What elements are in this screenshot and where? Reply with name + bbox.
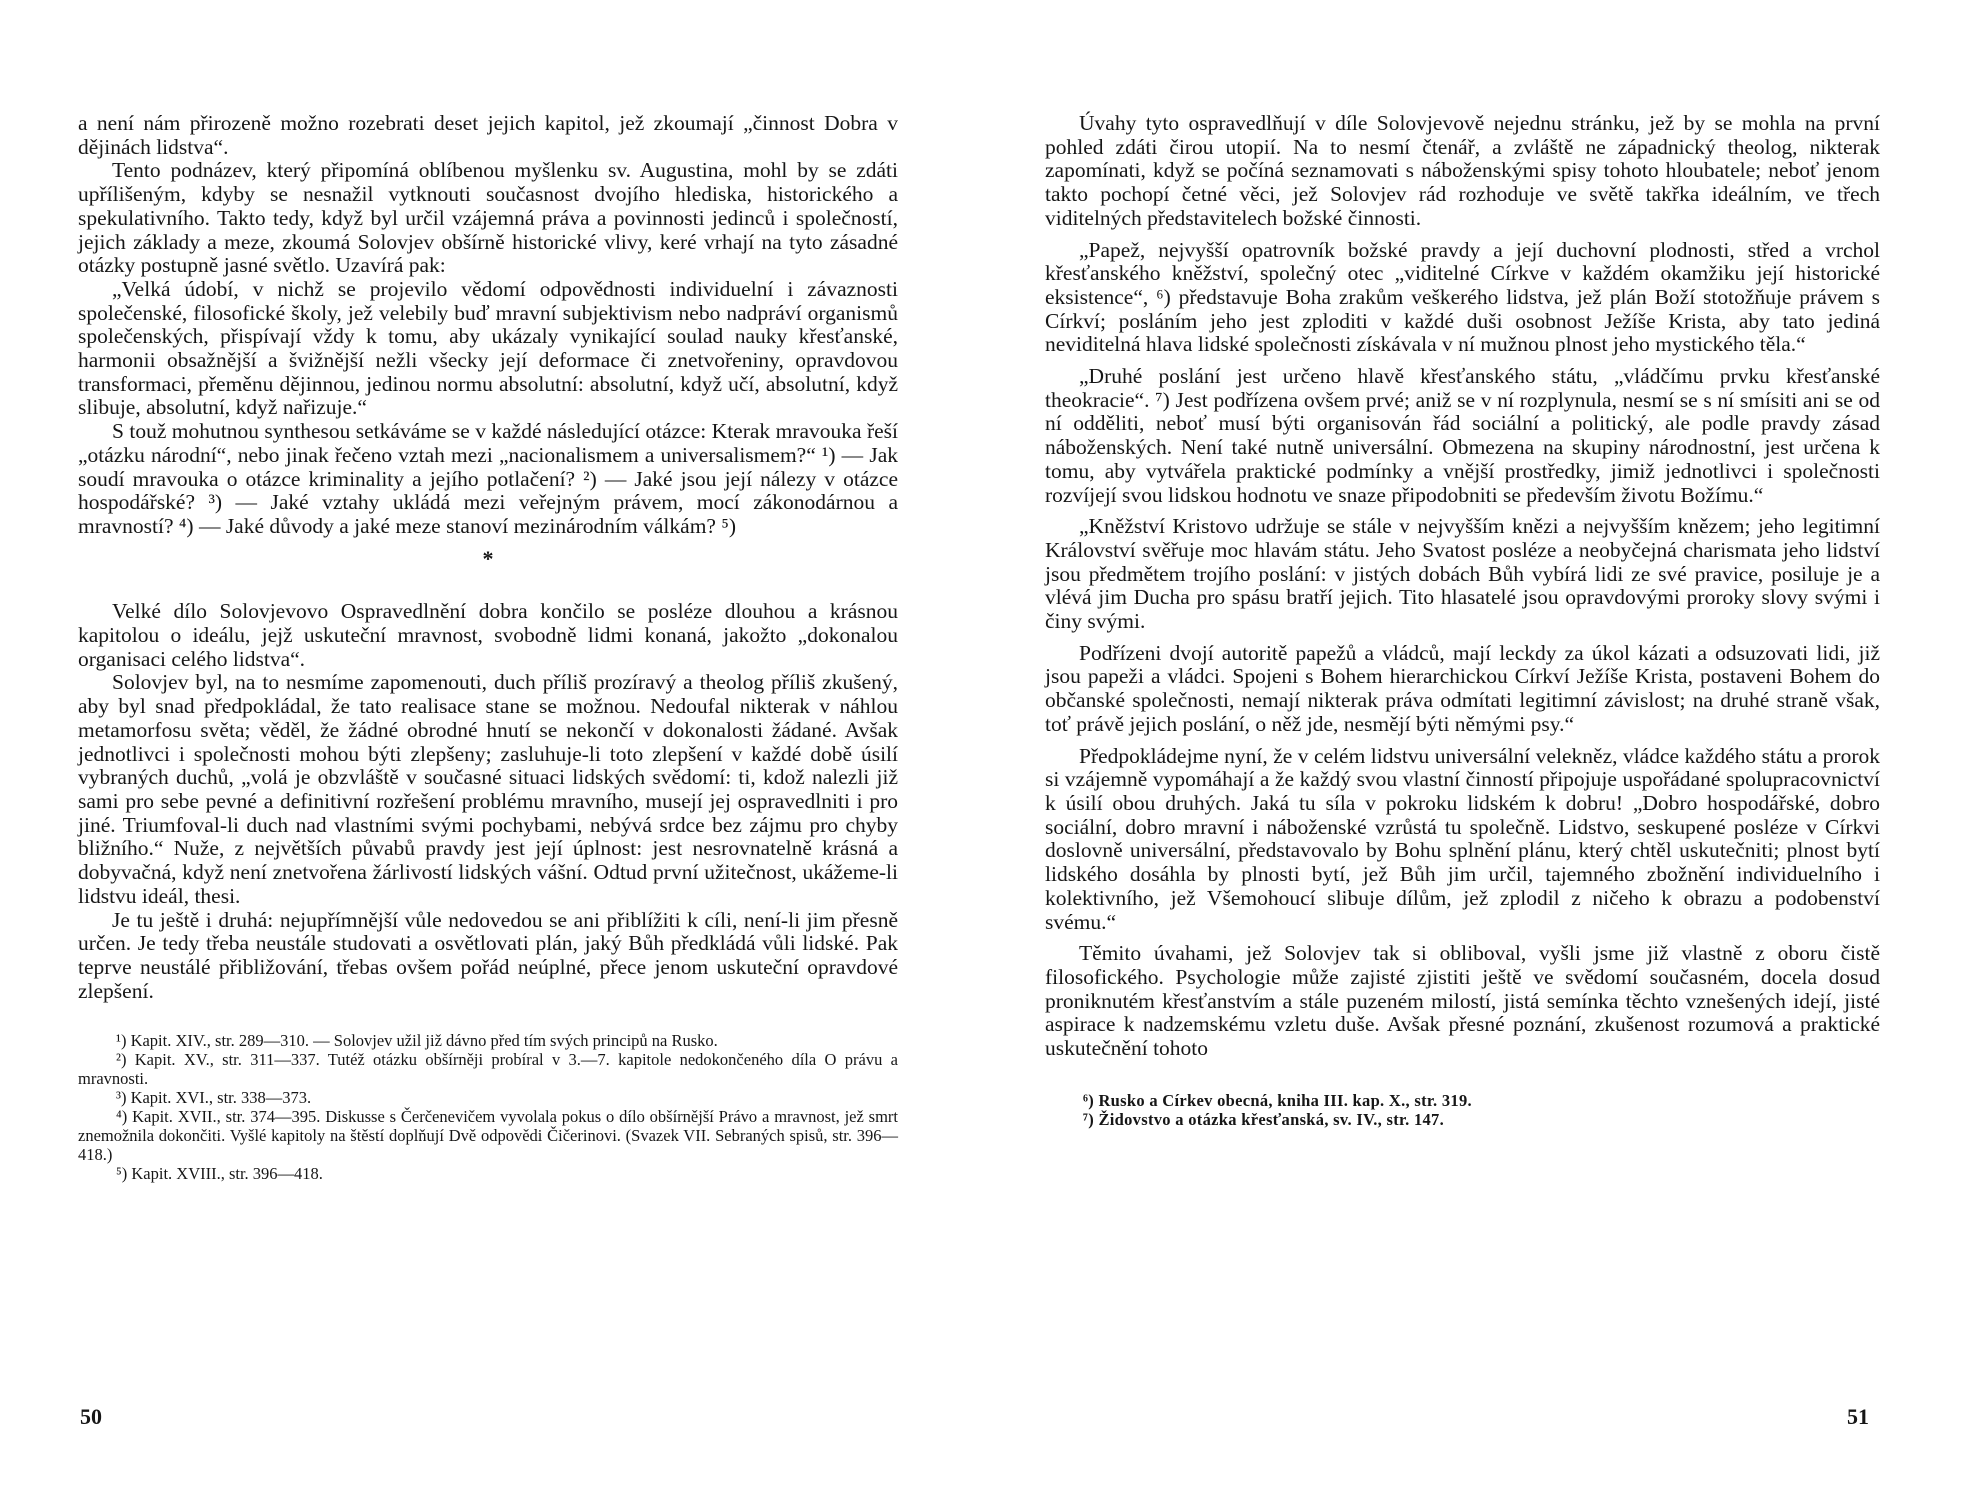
paragraph: Tento podnázev, který připomíná oblíbenou myšlenku sv. Augustina, mohl by se zdáti upřílišeným, kdyby se nesnažil vytknouti současnost dvojího hlediska, historického a spekulativního. Takto tedy, když byl určil vzájemná práva a povinnosti jedinců i společností, jejich základy a meze, zkoumá Solovjev obšírně historické vlivy, keré vrhají na tyto zásadné otázky postupně jasné světlo. Uzavírá pak: (78, 158, 898, 278)
paragraph: Předpokládejme nyní, že v celém lidstvu universální velekněz, vládce každého státu a prorok si vzájemně vypomáhají a že každý svou vlastní činností připojuje uspořádané spolupracovnictví k úsilí obou druhých. Jaká tu síla v pokroku lidském k dobru! „Dobro hospodářské, dobro sociální, dobro mravní i náboženské vzrůstá tu společně. Lidstvo, seskupené posléze v Církvi doslovně universální, představovalo by Bohu splnění plánu, který chtěl uskutečniti; plnost bytí lidského dosáhla by plnosti bytí, jež Bůh jim určil, tajemného zbožnění individuelního i kolektivního, jež Všemohoucí slibuje dílům, jež zplodil z ničeho k obrazu a podobenství svému.“ (1045, 743, 1880, 934)
paragraph: a není nám přirozeně možno rozebrati deset jejich kapitol, jež zkoumají „činnost Dobra v dějinách lidstva“. (78, 111, 898, 159)
quotation-paragraph: „Druhé poslání jest určeno hlavě křesťanského státu, „vládčímu prvku křesťanské theokracie“. ⁷) Jest podřízena ovšem prvé; aniž se v ní rozplynula, nesmí se s ní smísiti ani se od ní odděliti, neboť musí býti organisován řád sociální a politický, ale podle pravdy zásad náboženských. Není také nutně universální. Obmezena na skupiny národnostní, jest určena k tomu, aby vytvářela praktické podmínky a vnější prostředky, jimiž jednotlivci i společnosti rozvíjejí svou lidskou hodnotu ve snaze připodobniti se především životu Božímu.“ (1045, 364, 1880, 507)
paragraph: Úvahy tyto ospravedlňují v díle Solovjevově nejednu stránku, jež by se mohla na první pohled zdáti čirou utopií. Na to nesmí čtenář, a zvláště ne západnický theolog, nikterak zapomínati, když se počíná seznamovati s náboženskými spisy tohoto hloubatele; neboť jenom takto pochopí četné věci, jež Solovjev rád rozhoduje ve světě takřka ideálním, ve třech viditelných představitelech božské činnosti. (1045, 111, 1880, 230)
footnote: ⁶) Rusko a Církev obecná, kniha III. kap. X., str. 319. (1083, 1090, 1472, 1110)
paragraph: Solovjev byl, na to nesmíme zapomenouti, duch příliš prozíravý a theolog příliš zkušený, aby byl snad předpokládal, že tato realisace stane se možnou. Nedoufal nikterak v náhlou metamorfosu světa; věděl, že žádné obrodné hnutí se nekončí v dokonalosti žádané. Avšak jednotlivci i společnosti mohou býti zlepšeny; zasluhuje-li toto zlepšení v každé době úsilí vybraných duchů, „volá je obzvláště v současné situaci lidských svědomí: ti, kdož nalezli již sami pro sebe pevné a definitivní rozřešení problému mravního, musejí jej ospravedlniti i pro jiné. Triumfoval-li duch nad vlastními svými pochybami, nebývá srdce bez zájmu pro chyby bližního.“ Nuže, z největších půvabů pravdy jest její úplnost: jest nesrovnatelně krásná a dobyvačná, když není znetvořena žárlivostí lidských vášní. Odtud první užitečnost, ukážeme-li lidstvu ideál, thesi. (78, 670, 898, 908)
footnote: ⁵) Kapit. XVIII., str. 396—418. (116, 1164, 323, 1184)
left-page (78, 112, 898, 1183)
quotation-paragraph: „Papež, nejvyšší opatrovník božské pravdy a její duchovní plodnosti, střed a vrchol křesťanského kněžství, společný otec „viditelné Církve v každém okamžiku její historické eksistence“, ⁶) představuje Boha zrakům veškerého lidstva, jež plán Boží stotožňuje právem s Církví; posláním jeho jest zploditi v každé duši osobnost Ježíše Krista, aby tato jediná neviditelná hlava lidské společnosti získávala v ní mužnou plnost jeho mystického těla.“ (1045, 237, 1880, 357)
paragraph: Velké dílo Solovjevovo Ospravedlnění dobra končilo se posléze dlouhou a krásnou kapitolou o ideálu, jejž uskuteční mravnost, svobodně lidmi konaná, jakožto „dokonalou organisaci celého lidstva“. (78, 599, 898, 671)
paragraph: Těmito úvahami, jež Solovjev tak si obliboval, vyšli jsme již vlastně z oboru čistě filosofického. Psychologie může zajisté zjistiti ještě ve svědomí současném, docela dosud proniknutém křesťanstvím a stále puzeném milostí, jistá semínka těchto vznešených idejí, jisté aspirace k nadzemskému vzletu duše. Avšak přesné poznání, zkušenost rozumová a praktické uskutečnění tohoto (1045, 941, 1880, 1061)
page-number: 51 (1847, 1404, 1869, 1429)
footnote: ¹) Kapit. XIV., str. 289—310. — Solovjev užil již dávno před tím svých principů na Rusko. (116, 1031, 718, 1051)
footnote: ³) Kapit. XVI., str. 338—373. (116, 1088, 312, 1108)
paragraph: S touž mohutnou synthesou setkáváme se v každé následující otázce: Kterak mravouka řeší „otázku národní“, nebo jinak řečeno vztah mezi „nacionalismem a universalismem?“ ¹) — Jak soudí mravouka o otázce kriminality a jejího potlačení? ²) — Jaké jsou její nálezy v otázce hospodářské? ³) — Jaké vztahy ukládá mezi veřejným právem, mocí zákonodárnou a mravností? ⁴) — Jaké důvody a jaké meze stanoví mezinárodním válkám? ⁵) (78, 419, 898, 538)
footnotes (1045, 1091, 1880, 1129)
paragraph: Je tu ještě i druhá: nejupřímnější vůle nedovedou se ani přiblížiti k cíli, není-li jim přesně určen. Je tedy třeba neustále studovati a osvětlovati plán, jaký Bůh předkládá vůli lidské. Pak teprve neustálé přibližování, třebas ovšem pořád neúplné, přece jenom uskuteční opravdové zlepšení. (78, 907, 898, 1003)
right-page (1045, 112, 1880, 1129)
paragraph: Podřízeni dvojí autoritě papežů a vládců, mají leckdy za úkol kázati a odsuzovati lidi, již jsou papeži a vládci. Spojeni s Bohem hierarchickou Církví Ježíše Krista, postaveni Bohem do občanské společnosti, nemají nikterak práva odmítati legitimní závislost; na druhé straně však, toť právě jejich poslání, o něž jde, nesmějí býti němými psy.“ (1045, 640, 1880, 736)
footnote: ⁴) Kapit. XVII., str. 374—395. Diskusse s Čerčenevičem vyvolala pokus o dílo obšírnější Právo a mravnost, jež smrt znemožnila dokončiti. Vyšlé kapitoly na štěstí doplňují Dvě odpovědi Čičerinovi. (Svazek VII. Sebraných spisů, str. 396—418.) (78, 1107, 898, 1165)
quotation-paragraph: „Kněžství Kristovo udržuje se stále v nejvyšším knězi a nejvyšším knězem; jeho legitimní Království svěřuje moc hlavám státu. Jeho Svatost posléze a neobyčejná charismata jeho lidství jsou předmětem trojího poslání: v jistých dobách Bůh vybírá lidi ze své pravice, posiluje je a vlévá jim Ducha pro spásu bratří jejich. Tito hlasatelé jsou opravdovými proroky slovy svými i činy svými. (1045, 514, 1880, 634)
quotation-paragraph: „Velká údobí, v nichž se projevilo vědomí odpovědnosti individuelní i závaznosti společenské, filosofické školy, jež velebily buď mravní subjektivism nebo nadpráví organismů společenských, přispívají vždy k tomu, aby ukázaly vynikající soulad nauky křesťanské, harmonii obsažnější a švižnější nežli všecky její deformace či znetvořeniny, opravdovou transformaci, přeměnu dějinnou, jedinou normu absolutní: absolutní, když učí, absolutní, když slibuje, absolutní, když nařizuje.“ (78, 276, 898, 420)
section-separator: * (482, 545, 494, 571)
footnotes (78, 1031, 898, 1183)
footnote: ²) Kapit. XV., str. 311—337. Tutéž otázku obšírněji probíral v 3.—7. kapitole nedokončeného díla O právu a mravnosti. (78, 1050, 898, 1089)
footnote: ⁷) Židovstvo a otázka křesťanská, sv. IV., str. 147. (1083, 1109, 1445, 1129)
page-number: 50 (80, 1404, 102, 1429)
